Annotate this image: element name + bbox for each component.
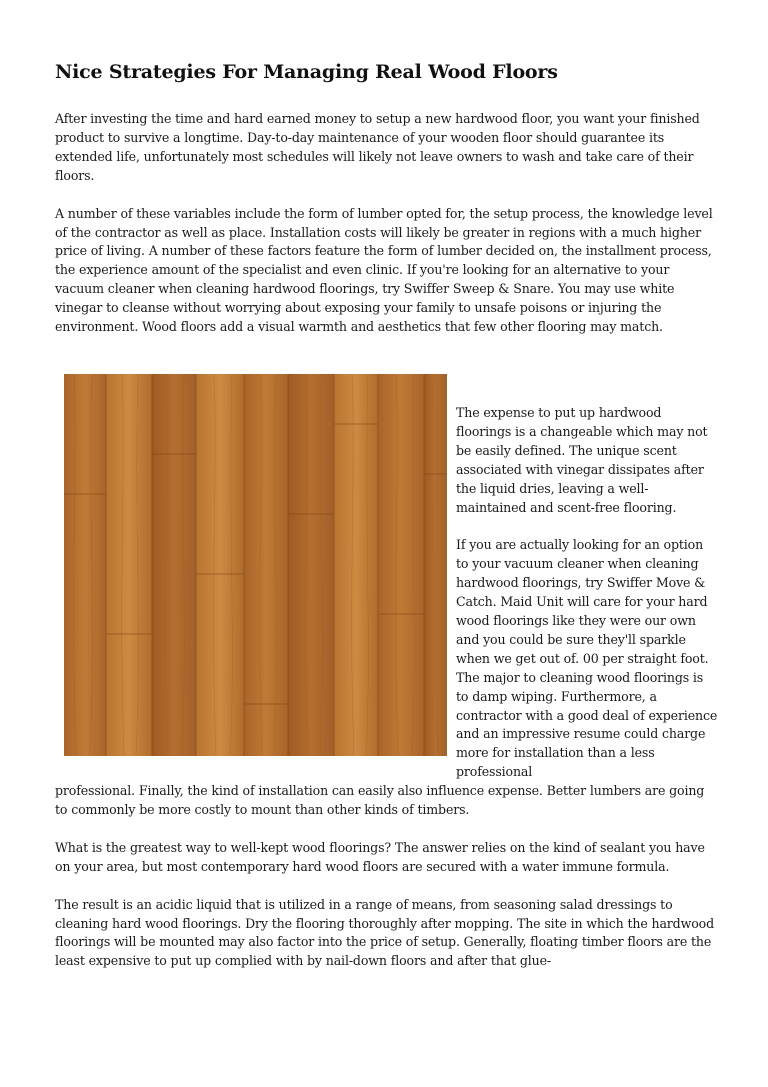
image-with-text xyxy=(55,374,719,782)
paragraph-expense: The expense to put up hardwood floorings is a changeable which may not be easily defined. The unique scent associated with vinegar dissipates after the liquid dries, leaving a well-maintained and scent-free flooring. xyxy=(456,404,708,515)
paragraph-sealant: What is the greatest way to well-kept wood floorings? The answer relies on the kind of sealant you have on your area, but most contemporary hard wood floors are secured with a water immune formula. xyxy=(55,839,705,874)
wood-floor-icon xyxy=(64,374,447,756)
paragraph-intro: After investing the time and hard earned money to setup a new hardwood floor, you want your finished product to survive a longtime. Day-to-day maintenance of your wooden floor should guarantee its extended life, unfortunately most schedules will likely not leave owners to wash and take care of their floors. xyxy=(55,111,700,183)
article-title: Nice Strategies For Managing Real Wood Floors xyxy=(55,61,558,83)
paragraph-factors: A number of these variables include the form of lumber opted for, the setup process, the knowledge level of the contractor as well as place. Installation costs will likely be greater in regions with a much higher price of living. A number of these factors feature the form of lumber decided on, the installment process, the experience amount of the specialist and even clinic. If you're looking for an alternative to your vacuum cleaner when cleaning hardwood floorings, try Swiffer Sweep & Snare. You may use white vinegar to cleanse without worrying about exposing your family to unsafe poisons or injuring the environment. Wood floors add a visual warmth and aesthetics that few other flooring may match. xyxy=(55,205,713,335)
wood-floor-photo xyxy=(64,374,447,756)
side-column xyxy=(456,404,718,782)
paragraph-vacuum-option: If you are actually looking for an option to your vacuum cleaner when cleaning hardwood floorings, try Swiffer Move & Catch. Maid Unit will care for your hard wood floorings like they were our own and you could be sure they'll sparkle when we get out of. 00 per straight foot. The major to cleaning wood floorings is to damp wiping. Furthermore, a contractor with a good deal of experience and an impressive resume could charge more for installation than a less professional xyxy=(456,537,718,780)
paragraph-continued: professional. Finally, the kind of installation can easily also influence expense. Better lumbers are going to commonly be more costly to mount than other kinds of timbers. xyxy=(55,782,705,817)
document-page xyxy=(55,0,719,971)
paragraph-vinegar: The result is an acidic liquid that is utilized in a range of means, from seasoning salad dressings to cleaning hard wood floorings. Dry the flooring thoroughly after mopping. The site in which the hardwood floorings will be mounted may also factor into the price of setup. Generally, floating timber floors are the least expensive to put up complied with by nail-down floors and after that glue- xyxy=(55,896,714,969)
